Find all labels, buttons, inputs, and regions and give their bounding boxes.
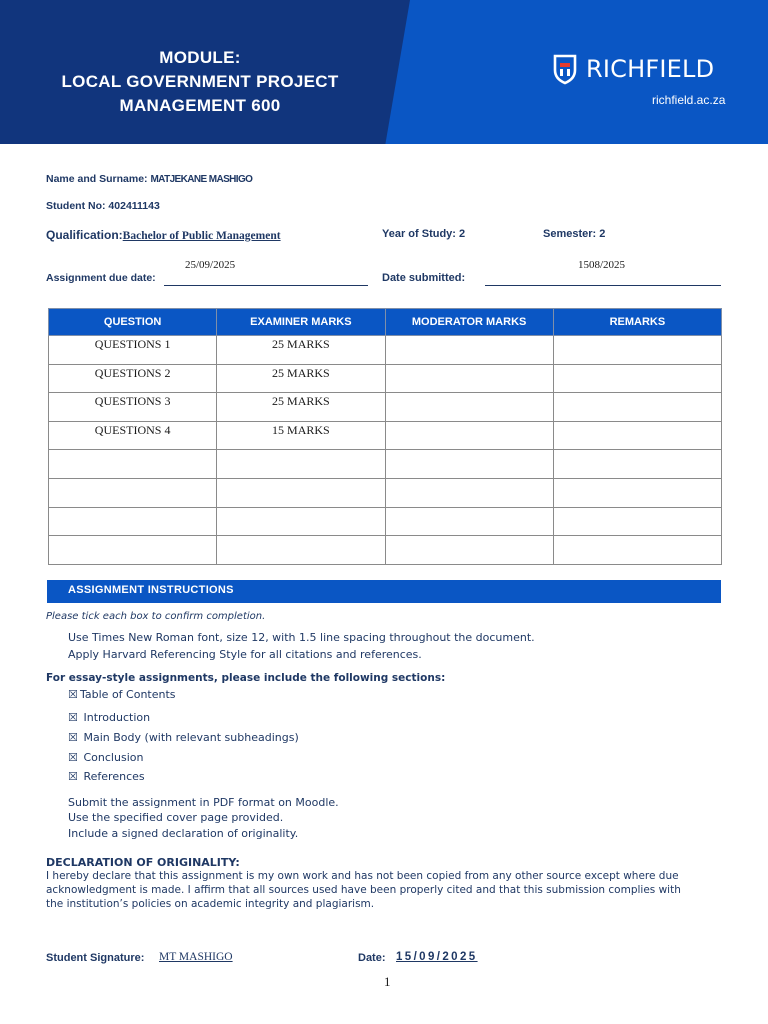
date-submitted-label: Date submitted: bbox=[382, 272, 466, 284]
submission-instruction: Use the specified cover page provided. bbox=[68, 811, 284, 824]
cell-moderator-marks bbox=[385, 536, 553, 565]
cell-remarks bbox=[553, 536, 721, 565]
qualification-label: Qualification: bbox=[46, 228, 123, 242]
declaration-text: I hereby declare that this assignment is my own work and has not been copied from any other source except where due acknowledgment is made. I affirm that all sources used have been properly cited and that this submission complies with the institution’s policies on academic integrity and plagiarism. bbox=[46, 870, 681, 910]
general-instruction: Apply Harvard Referencing Style for all citations and references. bbox=[68, 648, 422, 661]
table-row bbox=[49, 507, 722, 536]
section-item bbox=[68, 731, 299, 744]
section-item bbox=[68, 688, 176, 701]
column-header-examiner-marks: EXAMINER MARKS bbox=[217, 309, 385, 336]
section-label: Main Body (with relevant subheadings) bbox=[83, 731, 299, 744]
module-title bbox=[20, 46, 380, 118]
section-item bbox=[68, 770, 145, 783]
logo-url: richfield.ac.za bbox=[652, 93, 726, 107]
cell-moderator-marks bbox=[385, 421, 553, 450]
table-row bbox=[49, 393, 722, 422]
cell-examiner-marks bbox=[217, 478, 385, 507]
due-date-label: Assignment due date: bbox=[46, 272, 156, 284]
student-number-field bbox=[46, 200, 160, 212]
cell-question: QUESTIONS 2 bbox=[49, 364, 217, 393]
table-row bbox=[49, 421, 722, 450]
student-number-label: Student No: bbox=[46, 200, 106, 212]
cell-examiner-marks bbox=[217, 507, 385, 536]
cell-remarks bbox=[553, 421, 721, 450]
checked-box-icon[interactable]: ☒ bbox=[68, 731, 78, 744]
semester-field bbox=[543, 228, 605, 240]
module-title-line-1: MODULE: bbox=[159, 48, 241, 67]
page-number: 1 bbox=[384, 974, 391, 989]
cell-examiner-marks bbox=[217, 450, 385, 479]
cell-question bbox=[49, 478, 217, 507]
cell-question bbox=[49, 536, 217, 565]
qualification-field bbox=[46, 228, 281, 242]
cell-question: QUESTIONS 3 bbox=[49, 393, 217, 422]
cell-question bbox=[49, 507, 217, 536]
cell-examiner-marks bbox=[217, 536, 385, 565]
section-item bbox=[68, 711, 150, 724]
shield-icon bbox=[552, 53, 578, 85]
checked-box-icon[interactable]: ☒ bbox=[68, 711, 78, 724]
section-item bbox=[68, 751, 143, 764]
table-row bbox=[49, 478, 722, 507]
cell-moderator-marks bbox=[385, 393, 553, 422]
qualification-value: Bachelor of Public Management bbox=[122, 230, 281, 242]
column-header-moderator-marks: MODERATOR MARKS bbox=[385, 309, 553, 336]
column-header-remarks: REMARKS bbox=[553, 309, 721, 336]
essay-heading: For essay-style assignments, please include the following sections: bbox=[46, 672, 446, 684]
cell-examiner-marks: 15 MARKS bbox=[217, 421, 385, 450]
signature-date-label: Date: bbox=[358, 952, 386, 964]
table-header-row bbox=[49, 309, 722, 336]
checked-box-icon[interactable]: ☒ bbox=[68, 751, 78, 764]
module-title-line-2: LOCAL GOVERNMENT PROJECT bbox=[61, 72, 339, 91]
date-submitted-value: 1508/2025 bbox=[578, 259, 626, 271]
logo-text: RICHFIELD bbox=[586, 55, 715, 83]
section-label: Conclusion bbox=[83, 751, 144, 764]
year-field bbox=[382, 228, 465, 240]
checked-box-icon[interactable]: ☒ bbox=[68, 770, 78, 783]
submission-instruction: Include a signed declaration of originality. bbox=[68, 827, 299, 840]
cell-remarks bbox=[553, 364, 721, 393]
year-label: Year of Study: bbox=[382, 228, 456, 240]
declaration-heading: DECLARATION OF ORIGINALITY: bbox=[46, 856, 240, 869]
instructions-heading: ASSIGNMENT INSTRUCTIONS bbox=[68, 584, 234, 596]
date-submitted-underline bbox=[485, 285, 721, 286]
table-row bbox=[49, 364, 722, 393]
cell-question: QUESTIONS 1 bbox=[49, 336, 217, 365]
column-header-question: QUESTION bbox=[49, 309, 217, 336]
general-instruction: Use Times New Roman font, size 12, with 1.5 line spacing throughout the document. bbox=[68, 631, 535, 644]
signature-date-value: 15/09/2025 bbox=[396, 951, 478, 963]
cell-remarks bbox=[553, 393, 721, 422]
signature-value: MT MASHIGO bbox=[159, 951, 233, 963]
submission-instruction: Submit the assignment in PDF format on Moodle. bbox=[68, 796, 339, 809]
table-row bbox=[49, 336, 722, 365]
semester-label: Semester: bbox=[543, 228, 597, 240]
semester-value: 2 bbox=[599, 228, 606, 240]
section-label: Table of Contents bbox=[80, 688, 176, 701]
cell-remarks bbox=[553, 478, 721, 507]
instructions-heading-bar bbox=[47, 580, 721, 603]
cell-question: QUESTIONS 4 bbox=[49, 421, 217, 450]
section-label: Introduction bbox=[83, 711, 151, 724]
cell-examiner-marks: 25 MARKS bbox=[217, 336, 385, 365]
cell-moderator-marks bbox=[385, 478, 553, 507]
cell-moderator-marks bbox=[385, 364, 553, 393]
tick-note: Please tick each box to confirm completion. bbox=[46, 611, 266, 622]
cell-remarks bbox=[553, 336, 721, 365]
cell-remarks bbox=[553, 450, 721, 479]
cell-remarks bbox=[553, 507, 721, 536]
cell-examiner-marks: 25 MARKS bbox=[217, 364, 385, 393]
table-row bbox=[49, 536, 722, 565]
year-value: 2 bbox=[459, 228, 466, 240]
student-number-value: 402411143 bbox=[108, 200, 160, 212]
due-date-underline bbox=[164, 285, 368, 286]
name-label: Name and Surname: bbox=[46, 173, 148, 185]
cell-moderator-marks bbox=[385, 507, 553, 536]
richfield-logo bbox=[552, 52, 714, 86]
checked-box-icon[interactable]: ☒ bbox=[68, 688, 78, 701]
cell-moderator-marks bbox=[385, 336, 553, 365]
signature-label: Student Signature: bbox=[46, 952, 145, 964]
name-value: MATJEKANE MASHIGO bbox=[150, 174, 253, 185]
due-date-value: 25/09/2025 bbox=[185, 259, 236, 271]
section-label: References bbox=[83, 770, 145, 783]
marks-table bbox=[48, 308, 722, 565]
cell-moderator-marks bbox=[385, 450, 553, 479]
cell-examiner-marks: 25 MARKS bbox=[217, 393, 385, 422]
table-row bbox=[49, 450, 722, 479]
module-title-line-3: MANAGEMENT 600 bbox=[119, 96, 281, 115]
cell-question bbox=[49, 450, 217, 479]
name-field bbox=[46, 173, 252, 185]
